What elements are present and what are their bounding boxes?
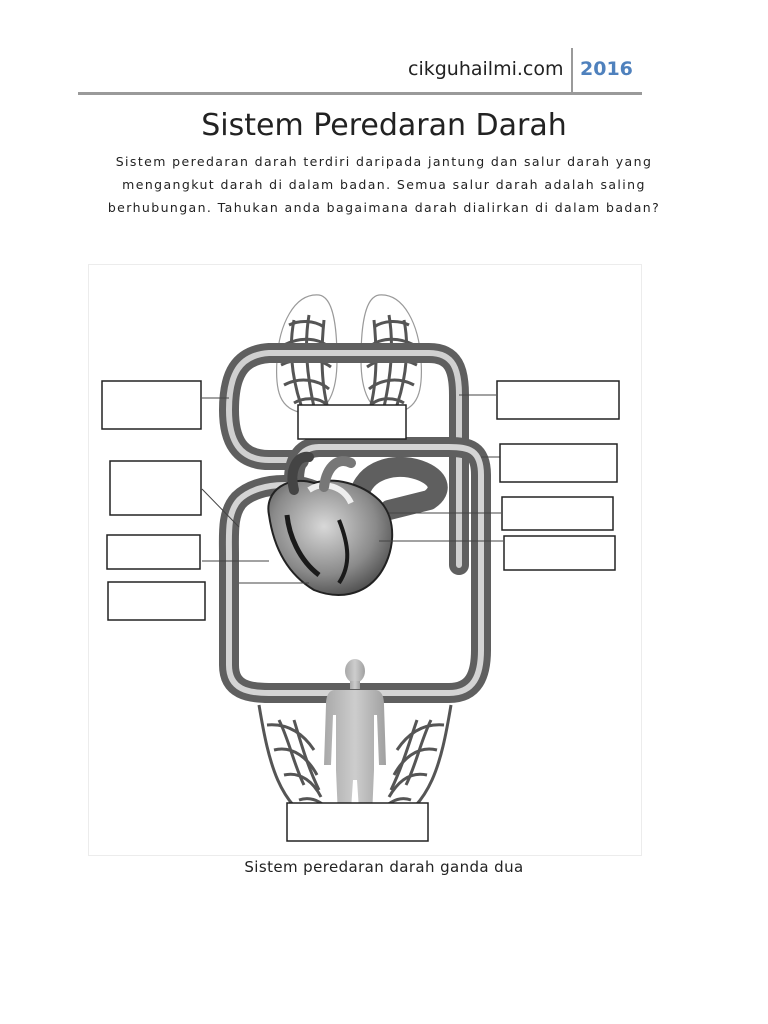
label-box-right-2 bbox=[500, 444, 617, 482]
label-box-left-3 bbox=[107, 535, 200, 569]
figure-caption: Sistem peredaran darah ganda dua bbox=[244, 858, 524, 876]
label-box-body bbox=[287, 803, 428, 841]
label-box-lungs bbox=[298, 405, 406, 439]
circulation-diagram bbox=[88, 264, 642, 856]
header-separator bbox=[571, 48, 573, 94]
label-box-left-1 bbox=[102, 381, 201, 429]
intro-paragraph: Sistem peredaran darah terdiri daripada jantung dan salur darah yang mengangkut darah di dalam badan. Semua salur darah adalah saling berhubungan. Tahukan anda bagaimana darah dialirkan di dalam badan? bbox=[107, 154, 661, 215]
label-box-left-2 bbox=[110, 461, 201, 515]
label-box-right-4 bbox=[504, 536, 615, 570]
header-year: 2016 bbox=[580, 58, 633, 80]
site-name: cikguhailmi.com bbox=[408, 58, 564, 80]
label-box-left-4 bbox=[108, 582, 205, 620]
header-rule bbox=[78, 92, 642, 95]
page-title: Sistem Peredaran Darah bbox=[201, 108, 567, 143]
circulation-illustration bbox=[89, 265, 641, 855]
label-box-right-3 bbox=[502, 497, 613, 530]
label-box-right-1 bbox=[497, 381, 619, 419]
